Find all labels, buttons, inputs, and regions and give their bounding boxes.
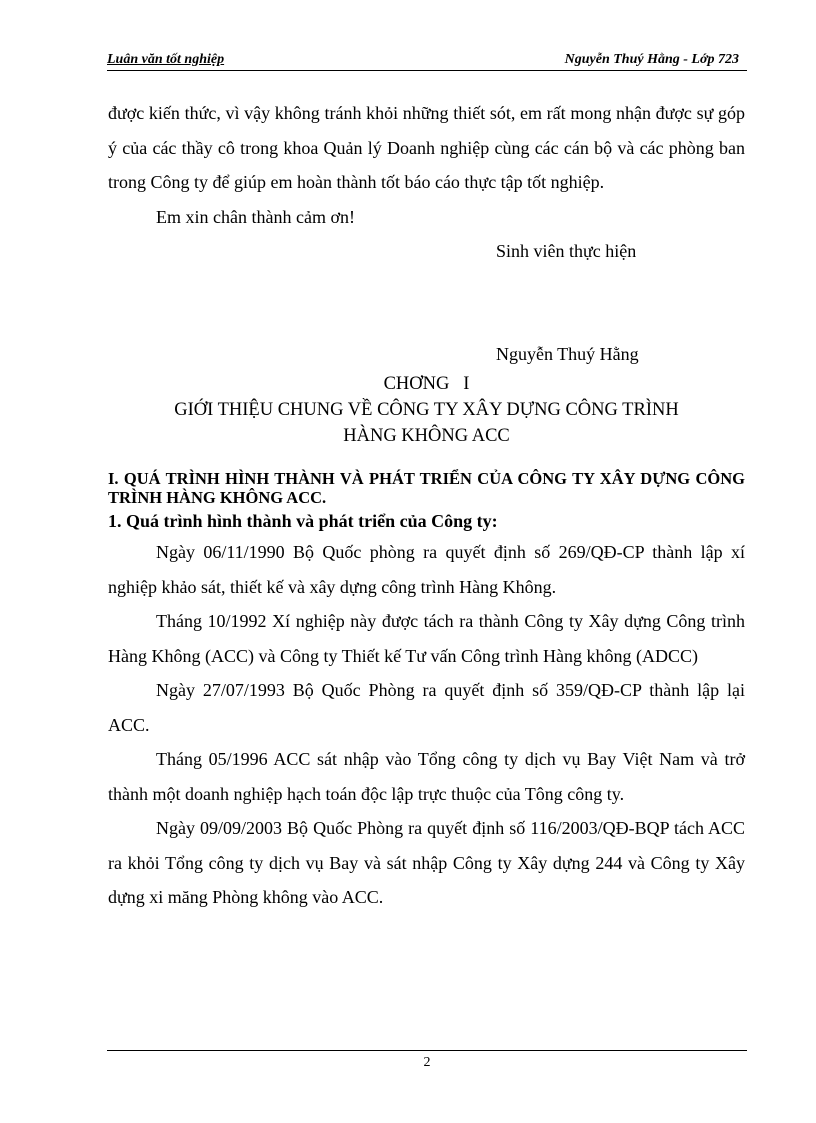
signature-name: Nguyễn Thuý Hằng xyxy=(496,343,639,364)
intro-paragraph: được kiến thức, vì vậy không tránh khỏi những thiết sót, em rất mong nhận được sự góp ý của các thầy cô trong khoa Quản lý Doanh nghiệp cùng các cán bộ và các phòng ban trong Công ty để giúp em hoàn thành tốt báo cáo thực tập tốt nghiệp. xyxy=(108,103,745,192)
page-footer xyxy=(107,1050,747,1071)
page-header xyxy=(107,52,747,71)
history-paragraph: Ngày 27/07/1993 Bộ Quốc Phòng ra quyết định số 359/QĐ-CP thành lập lại ACC. xyxy=(108,680,745,735)
chapter-number: CHƠNG I xyxy=(383,374,470,394)
subsection-heading: 1. Quá trình hình thành và phát triển của Công ty: xyxy=(108,511,498,531)
header-right: Nguyễn Thuý Hằng - Lớp 723 xyxy=(564,52,739,67)
history-paragraph: Tháng 05/1996 ACC sát nhập vào Tổng công ty dịch vụ Bay Việt Nam và trở thành một doanh nghiệp hạch toán độc lập trực thuộc của Tông công ty. xyxy=(108,749,745,804)
chapter-title-1: GIỚI THIỆU CHUNG VỀ CÔNG TY XÂY DỰNG CÔNG TRÌNH xyxy=(174,400,679,420)
signature-title: Sinh viên thực hiện xyxy=(496,241,637,261)
section-heading: I. QUÁ TRÌNH HÌNH THÀNH VÀ PHÁT TRIỂN CỦA CÔNG TY XÂY DỰNG CÔNG TRÌNH HÀNG KHÔNG ACC. xyxy=(108,469,745,507)
thanks-line: Em xin chân thành cảm ơn! xyxy=(156,206,355,227)
page-body xyxy=(108,96,745,915)
chapter-heading xyxy=(108,371,745,449)
history-paragraph: Tháng 10/1992 Xí nghiệp này được tách ra thành Công ty Xây dựng Công trình Hàng Không (ACC) và Công ty Thiết kế Tư vấn Công trình Hàng không (ADCC) xyxy=(108,611,745,666)
page-number: 2 xyxy=(423,1055,431,1070)
history-paragraph: Ngày 09/09/2003 Bộ Quốc Phòng ra quyết định số 116/2003/QĐ-BQP tách ACC ra khỏi Tổng công ty dịch vụ Bay và sát nhập Công ty Xây dựng 244 và Công ty Xây dựng xi măng Phòng không vào ACC. xyxy=(108,818,745,907)
history-paragraph: Ngày 06/11/1990 Bộ Quốc phòng ra quyết định số 269/QĐ-CP thành lập xí nghiệp khảo sát, thiết kế và xây dựng công trình Hàng Không. xyxy=(108,542,745,597)
header-left: Luân văn tốt nghiệp xyxy=(107,52,225,67)
chapter-title-2: HÀNG KHÔNG ACC xyxy=(343,426,510,446)
